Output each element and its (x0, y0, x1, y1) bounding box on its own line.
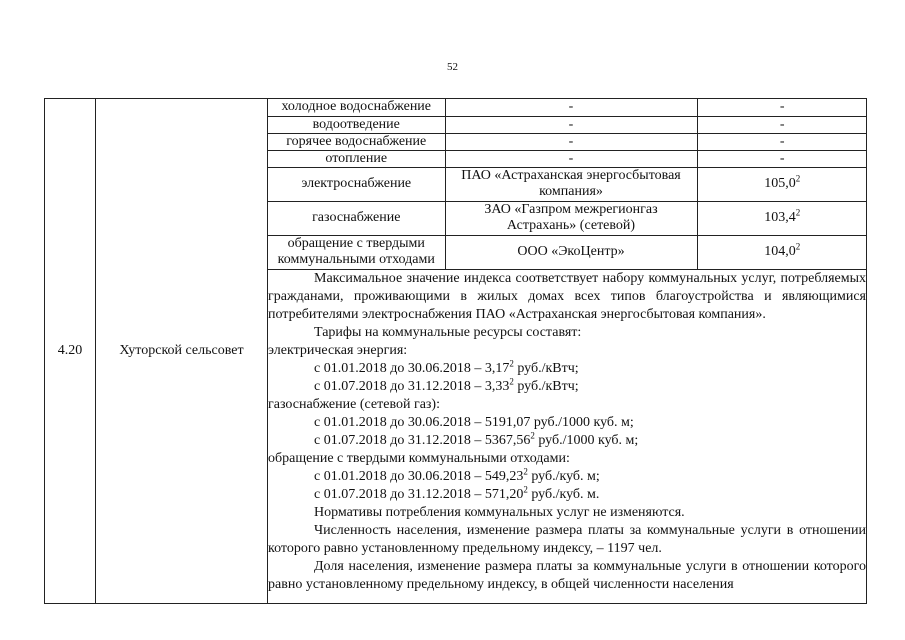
service-provider: ООО «ЭкоЦентр» (445, 235, 697, 269)
footnote-mark: 2 (509, 376, 514, 387)
footnote-mark: 2 (523, 466, 528, 477)
tariff-line: с 01.07.2018 до 31.12.2018 – 571,20$^2$ руб./куб. м. (314, 484, 600, 502)
service-row (268, 150, 867, 167)
page-number: 52 (447, 61, 458, 73)
service-provider: - (445, 133, 697, 150)
tariff-table (44, 98, 867, 604)
service-name: отопление (268, 150, 445, 167)
tariff-line: с 01.07.2018 до 31.12.2018 – 3,33$^2$ руб./кВтч; (314, 376, 579, 394)
service-index: - (697, 116, 867, 133)
service-name: газоснабжение (268, 201, 445, 235)
service-name: холодное водоснабжение (268, 99, 445, 116)
service-index (697, 167, 867, 201)
paragraph: Численность населения, изменение размера платы за коммунальные услуги в отношении которого равно установленному предельному индексу, – 1197 чел. (268, 523, 866, 556)
index-value: 105,0 (764, 176, 796, 191)
table-row (45, 99, 867, 270)
description-cell (268, 270, 867, 604)
footnote-mark: 2 (523, 484, 528, 495)
section-label: обращение с твердыми коммунальными отходами: (268, 451, 570, 466)
tariff-line: с 01.07.2018 до 31.12.2018 – 5367,56$^2$ руб./1000 куб. м; (314, 430, 639, 448)
index-value: 103,4 (764, 210, 796, 225)
service-row (268, 133, 867, 150)
footnote-mark: 2 (795, 207, 801, 218)
service-row (268, 201, 867, 235)
index-value: 104,0 (764, 244, 796, 260)
settlement-name: Хуторской сельсовет (96, 99, 268, 604)
paragraph: Тарифы на коммунальные ресурсы составят: (314, 325, 582, 340)
services-table (268, 99, 867, 269)
service-index: - (697, 133, 867, 150)
footnote-mark: 2 (509, 358, 514, 369)
footnote-mark: 2 (795, 173, 801, 184)
tariff-line: с 01.01.2018 до 30.06.2018 – 549,23$^2$ руб./куб. м; (314, 466, 600, 484)
tariff-line: с 01.01.2018 до 30.06.2018 – 3,17$^2$ руб./кВтч; (314, 358, 579, 376)
service-index (697, 235, 867, 269)
service-row (268, 116, 867, 133)
service-name: электроснабжение (268, 167, 445, 201)
service-name: горячее водоснабжение (268, 133, 445, 150)
service-name: обращение с твердыми коммунальными отходами (268, 235, 445, 269)
tariff-line: с 01.01.2018 до 30.06.2018 – 5191,07 руб./1000 куб. м; (314, 415, 634, 430)
service-row (268, 167, 867, 201)
service-row (268, 99, 867, 116)
service-provider: - (445, 116, 697, 133)
section-label: газоснабжение (сетевой газ): (268, 397, 440, 412)
paragraph: Доля населения, изменение размера платы за коммунальные услуги в отношении которого равно установленному предельному индексу, в общей численности населения (268, 559, 866, 592)
footnote-mark: 2 (795, 241, 801, 252)
row-number: 4.20 (45, 99, 96, 604)
service-index: - (697, 99, 867, 116)
continuation-space (268, 594, 866, 603)
paragraph: Нормативы потребления коммунальных услуг не изменяются. (314, 505, 685, 520)
service-provider: ПАО «Астраханская энергосбытовая компания» (445, 167, 697, 201)
service-provider: - (445, 99, 697, 116)
paragraph: Максимальное значение индекса соответствует набору коммунальных услуг, потребляемых гражданами, проживающими в жилых домах всех типов благоустройства и являющимися потребителями электроснабжения ПАО «Астраханская энергосбытовая компания». (268, 271, 866, 322)
footnote-mark: 2 (530, 430, 535, 441)
service-row (268, 235, 867, 269)
services-cell (268, 99, 867, 270)
service-name: водоотведение (268, 116, 445, 133)
section-label: электрическая энергия: (268, 343, 408, 358)
service-index (697, 201, 867, 235)
service-index: - (697, 150, 867, 167)
service-provider: ЗАО «Газпром межрегионгаз Астрахань» (сетевой) (445, 201, 697, 235)
service-provider: - (445, 150, 697, 167)
